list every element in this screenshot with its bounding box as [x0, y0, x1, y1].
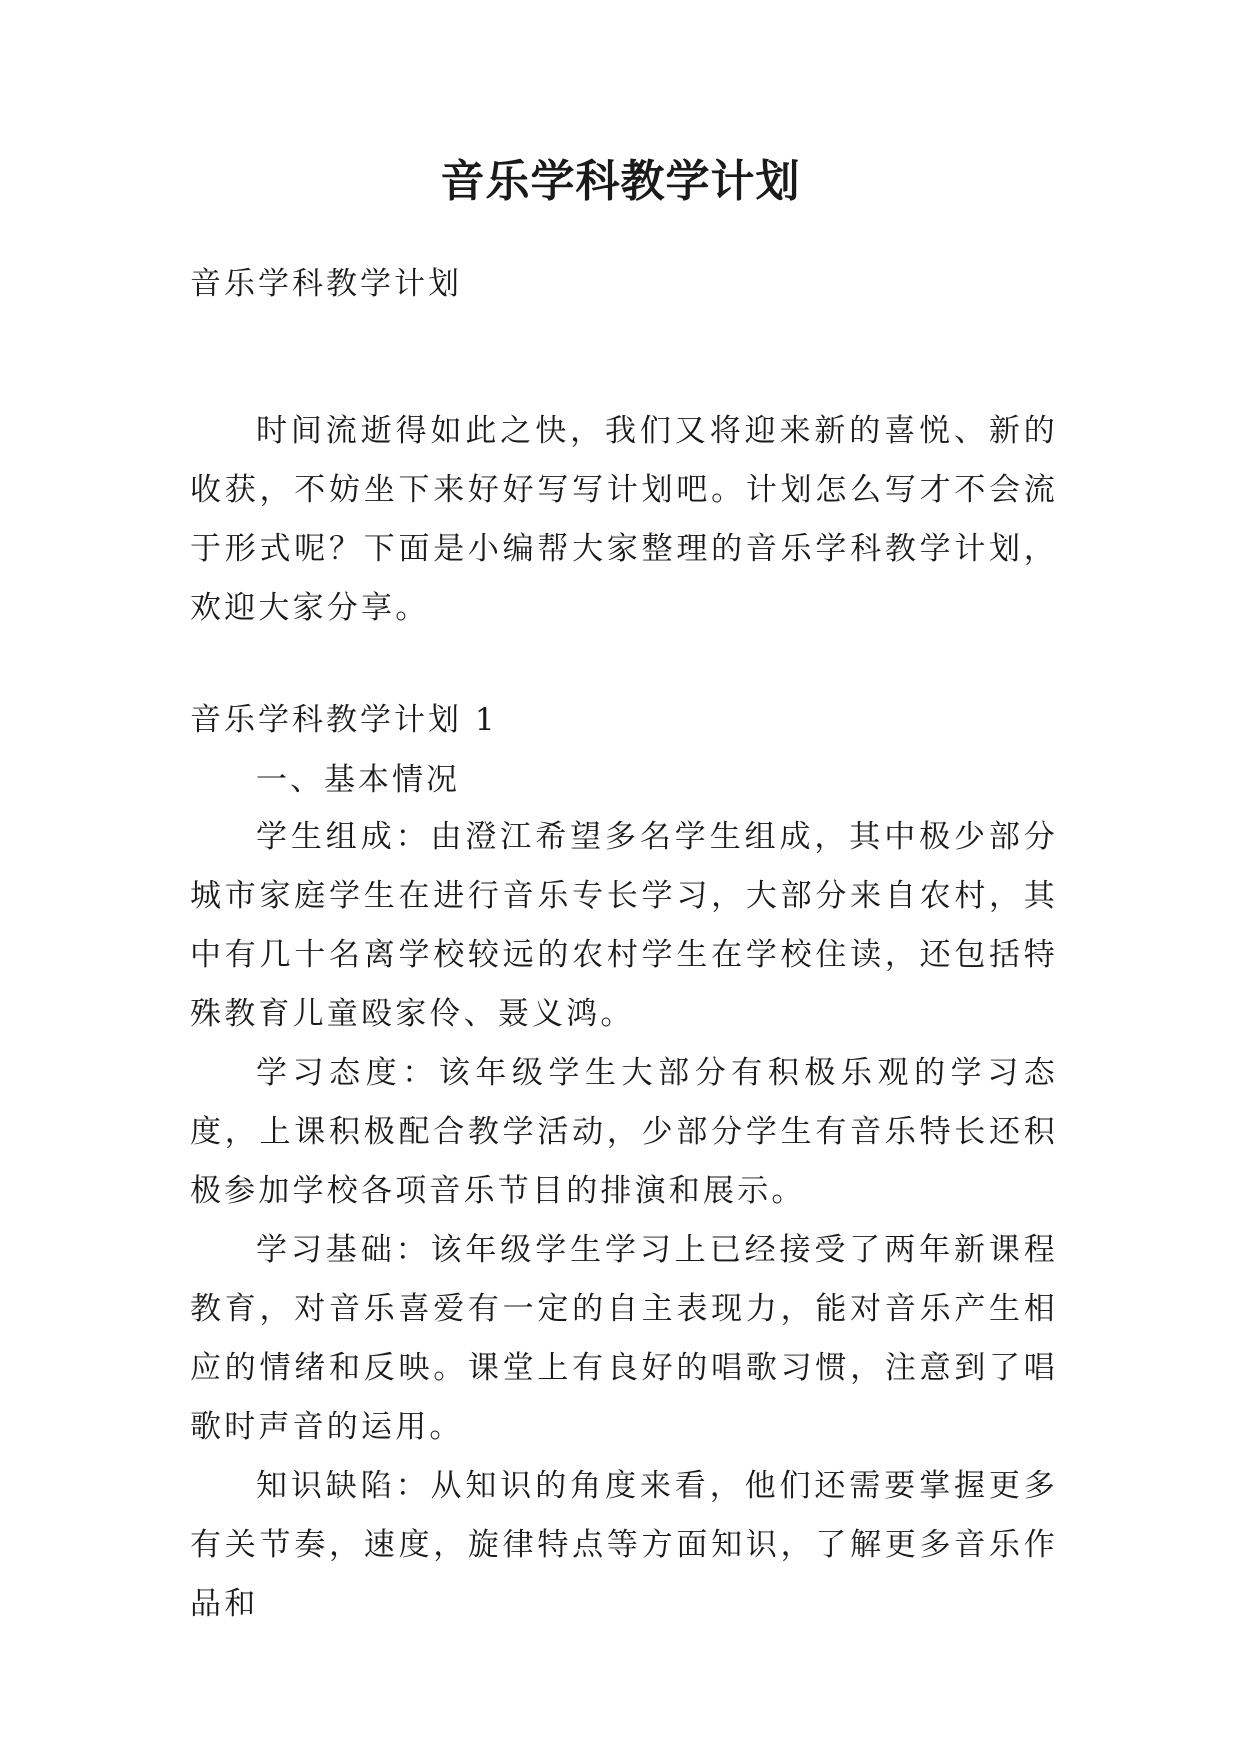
- paragraph-knowledge-gaps: 知识缺陷：从知识的角度来看，他们还需要掌握更多有关节奏，速度，旋律特点等方面知识，了解更多音乐作品和: [190, 1468, 1058, 1622]
- paragraph-learning-foundation: 学习基础：该年级学生学习上已经接受了两年新课程教育，对音乐喜爱有一定的自主表现力，能对音乐产生相应的情绪和反映。课堂上有良好的唱歌习惯，注意到了唱歌时声音的运用。: [190, 1232, 1058, 1445]
- document-subtitle: 音乐学科教学计划: [190, 266, 462, 302]
- paragraph-learning-attitude: 学习态度：该年级学生大部分有积极乐观的学习态度，上课积极配合教学活动，少部分学生有音乐特长还积极参加学校各项音乐节目的排演和展示。: [190, 1055, 1058, 1209]
- document-title: 音乐学科教学计划: [440, 156, 801, 207]
- section-heading: 一、基本情况: [256, 762, 460, 798]
- paragraph-student-composition: 学生组成：由澄江希望多名学生组成，其中极少部分城市家庭学生在进行音乐专长学习，大部分来自农村，其中有几十名离学校较远的农村学生在学校住读，还包括特殊教育儿童殴家伶、聂义鸿。: [190, 819, 1058, 1032]
- intro-paragraph: 时间流逝得如此之快，我们又将迎来新的喜悦、新的收获，不妨坐下来好好写写计划吧。计划怎么写才不会流于形式呢？下面是小编帮大家整理的音乐学科教学计划，欢迎大家分享。: [190, 413, 1058, 626]
- section-title: 音乐学科教学计划 1: [190, 702, 498, 738]
